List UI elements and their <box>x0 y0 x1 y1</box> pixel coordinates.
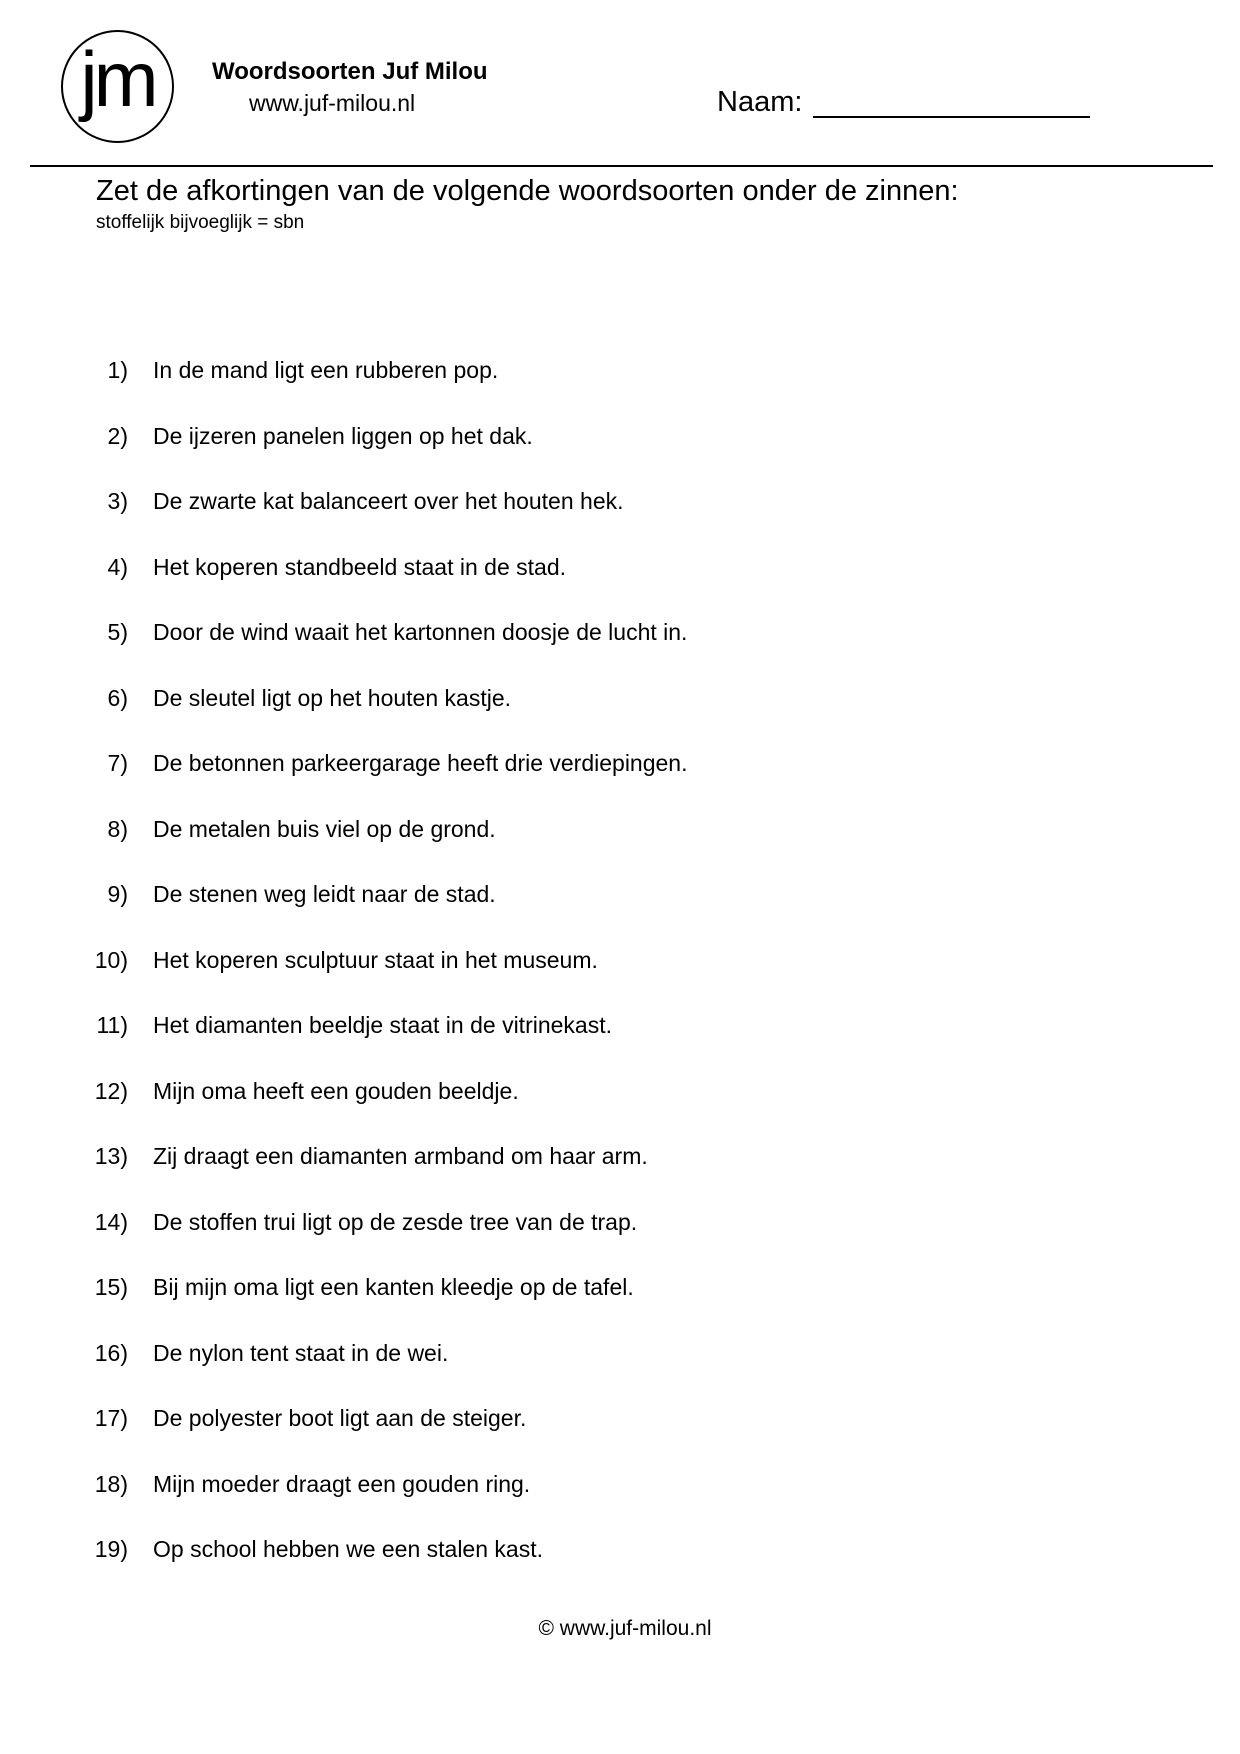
sentence-text: Het koperen standbeeld staat in de stad. <box>153 553 567 580</box>
sentence-item <box>0 421 1240 487</box>
sentence-number: 17) <box>94 1405 128 1431</box>
sentence-number: 11) <box>96 1012 128 1038</box>
sentence-text: De nylon tent staat in de wei. <box>153 1339 449 1366</box>
sentence-item <box>0 1272 1240 1338</box>
sentence-text: De sleutel ligt op het houten kastje. <box>153 684 512 711</box>
logo-text: jm <box>80 35 155 123</box>
sentence-list <box>0 355 1240 1600</box>
sentence-number: 8) <box>107 815 128 842</box>
sentence-item <box>0 879 1240 945</box>
sentence-text: De stenen weg leidt naar de stad. <box>153 881 496 907</box>
sentence-number: 12) <box>94 1077 128 1104</box>
sentence-text: Zij draagt een diamanten armband om haar arm. <box>153 1143 648 1169</box>
sentence-text: De polyester boot ligt aan de steiger. <box>153 1405 527 1431</box>
sentence-number: 19) <box>94 1536 128 1562</box>
sentence-text: In de mand ligt een rubberen pop. <box>153 357 499 383</box>
sentence-item <box>0 617 1240 683</box>
sentence-number: 2) <box>107 422 128 449</box>
sentence-text: Door de wind waait het kartonnen doosje de lucht in. <box>153 619 688 645</box>
sentence-item <box>0 945 1240 1011</box>
sentence-text: Op school hebben we een stalen kast. <box>153 1536 543 1562</box>
name-label: Naam: <box>717 86 803 118</box>
sentence-item <box>0 355 1240 421</box>
site-name: Woordsoorten Juf Milou <box>212 58 488 85</box>
sentence-number: 5) <box>107 619 128 645</box>
jm-logo <box>61 30 174 143</box>
sentence-item <box>0 1207 1240 1273</box>
sentence-item <box>0 683 1240 749</box>
sentence-number: 7) <box>107 750 128 776</box>
sentence-text: Het koperen sculptuur staat in het museum. <box>153 946 598 973</box>
sentence-text: De stoffen trui ligt op de zesde tree van de trap. <box>153 1208 638 1235</box>
sentence-number: 13) <box>94 1143 128 1169</box>
name-input-line[interactable] <box>813 116 1090 118</box>
sentence-text: De zwarte kat balanceert over het houten hek. <box>153 488 624 514</box>
sentence-text: Het diamanten beeldje staat in de vitrinekast. <box>153 1012 612 1038</box>
sentence-number: 6) <box>107 684 128 711</box>
sentence-number: 3) <box>107 488 128 514</box>
sentence-text: Mijn moeder draagt een gouden ring. <box>153 1470 531 1497</box>
sentence-text: Bij mijn oma ligt een kanten kleedje op de tafel. <box>153 1274 634 1300</box>
sentence-number: 18) <box>94 1470 128 1497</box>
sentence-item <box>0 1141 1240 1207</box>
sentence-item <box>0 1534 1240 1600</box>
sentence-number: 1) <box>107 357 128 383</box>
sentence-number: 16) <box>94 1339 128 1366</box>
sentence-number: 15) <box>94 1274 128 1300</box>
sentence-item <box>0 1469 1240 1535</box>
sentence-item <box>0 1403 1240 1469</box>
sentence-number: 4) <box>107 553 128 580</box>
instruction-title: Zet de afkortingen van de volgende woordsoorten onder de zinnen: <box>96 175 959 207</box>
sentence-text: Mijn oma heeft een gouden beeldje. <box>153 1077 519 1104</box>
sentence-number: 14) <box>94 1208 128 1235</box>
sentence-number: 10) <box>94 946 128 973</box>
sentence-item <box>0 1076 1240 1142</box>
sentence-text: De metalen buis viel op de grond. <box>153 815 496 842</box>
header-divider <box>30 165 1213 167</box>
sentence-item <box>0 552 1240 618</box>
sentence-item <box>0 748 1240 814</box>
sentence-item <box>0 1338 1240 1404</box>
sentence-text: De ijzeren panelen liggen op het dak. <box>153 422 533 449</box>
sentence-number: 9) <box>107 881 128 907</box>
sentence-text: De betonnen parkeergarage heeft drie verdiepingen. <box>153 750 688 776</box>
sentence-item <box>0 1010 1240 1076</box>
abbreviation-legend: stoffelijk bijvoeglijk = sbn <box>96 212 305 233</box>
site-url: www.juf-milou.nl <box>249 90 416 116</box>
sentence-item <box>0 814 1240 880</box>
sentence-item <box>0 486 1240 552</box>
copyright-footer: © www.juf-milou.nl <box>538 1617 712 1640</box>
